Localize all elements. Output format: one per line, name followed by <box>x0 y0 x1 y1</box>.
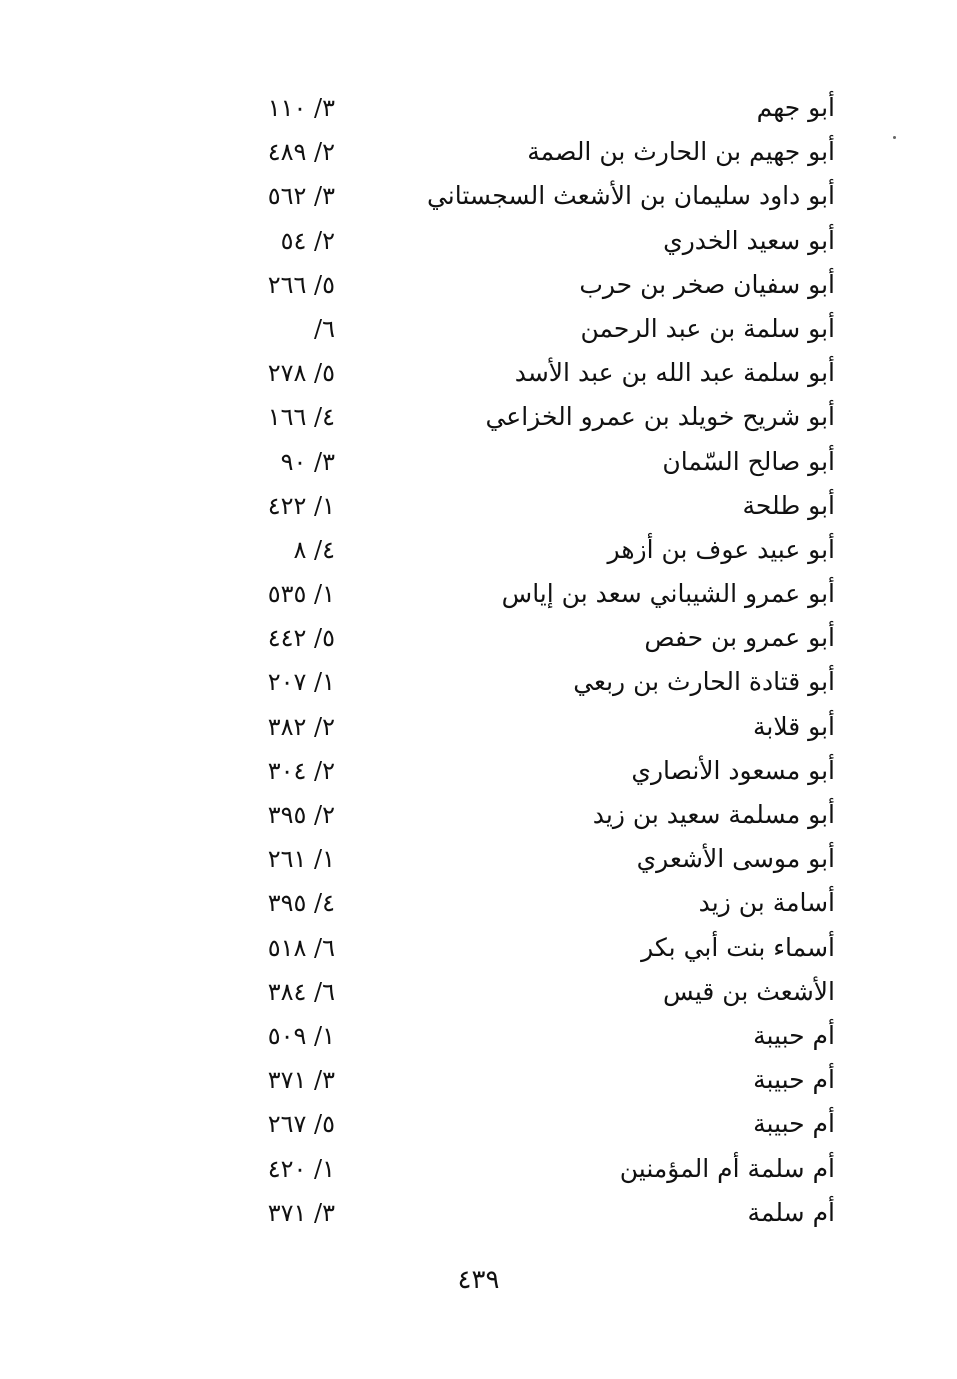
entry-reference: ١/ ٢٠٧ <box>267 668 335 697</box>
entry-reference: ٦/ ٣٨٤ <box>267 977 335 1006</box>
index-entry <box>0 265 957 309</box>
index-entry <box>0 972 957 1016</box>
scan-speck <box>893 136 896 139</box>
page-number: ٤٣٩ <box>457 1265 500 1295</box>
entry-reference: ٣/ ٩٠ <box>280 447 335 476</box>
entry-reference: ٥/ ٢٦٧ <box>267 1110 335 1139</box>
entry-reference: ١/ ٥٠٩ <box>267 1021 335 1050</box>
entry-name: أم سلمة أم المؤمنين <box>619 1153 835 1183</box>
entry-name: أم حبيبة <box>753 1020 835 1050</box>
index-entry <box>0 883 957 927</box>
entry-reference: ٣/ ٣٧١ <box>267 1066 335 1095</box>
entry-name: أبو عبيد عوف بن أزهر <box>607 534 835 564</box>
entry-reference: ١/ ٤٢٢ <box>267 491 335 520</box>
entry-name: أم حبيبة <box>753 1065 835 1095</box>
entry-reference: ٣/ ١١٠ <box>267 94 335 122</box>
index-entry <box>0 176 957 220</box>
index-entry <box>0 618 957 662</box>
entry-name: أبو داود سليمان بن الأشعث السجستاني <box>426 181 835 211</box>
index-entry <box>0 132 957 176</box>
entry-name: أبو سلمة عبد الله بن عبد الأسد <box>514 358 835 388</box>
entry-name: أبو سعيد الخدري <box>663 225 835 255</box>
entry-name: أبو قتادة الحارث بن ربعي <box>573 667 835 697</box>
index-entry <box>0 928 957 972</box>
index-entry <box>0 662 957 706</box>
index-entry <box>0 1104 957 1148</box>
entry-name: أبو سفيان صخر بن حرب <box>579 269 835 299</box>
entry-name: أبو قلابة <box>753 711 835 741</box>
name-index-list <box>0 88 957 1237</box>
entry-reference: ٤/ ٣٩٥ <box>267 889 335 918</box>
entry-reference: ٥/ ٤٤٢ <box>267 624 335 653</box>
entry-reference: ٣/ ٥٦٢ <box>267 182 335 211</box>
entry-reference: ٤/ ١٦٦ <box>267 403 335 432</box>
entry-reference: ٢/ ٣٨٢ <box>267 712 335 741</box>
entry-name: أبو عمرو بن حفص <box>644 623 835 653</box>
index-entry <box>0 309 957 353</box>
entry-name: الأشعث بن قيس <box>662 976 835 1006</box>
entry-name: أبو جهم <box>756 93 835 122</box>
entry-name: أبو صالح السّمان <box>662 446 835 476</box>
entry-name: أبو سلمة بن عبد الرحمن <box>580 313 835 343</box>
index-entry <box>0 486 957 530</box>
index-entry <box>0 751 957 795</box>
entry-name: أسامة بن زيد <box>698 888 835 918</box>
index-entry <box>0 1193 957 1237</box>
entry-name: أبو مسلمة سعيد بن زيد <box>592 800 835 829</box>
entry-name: أبو شريح خويلد بن عمرو الخزاعي <box>485 402 835 432</box>
index-entry <box>0 397 957 441</box>
entry-reference: ٦/ ٥١٨ <box>267 933 335 962</box>
index-entry <box>0 88 957 132</box>
entry-reference: ٥/ ٢٦٦ <box>267 270 335 299</box>
entry-reference: ١/ ٥٣٥ <box>267 580 335 609</box>
entry-name: أبو جهيم بن الحارث بن الصمة <box>527 137 835 167</box>
entry-reference: ١/ ٢٦١ <box>267 845 335 874</box>
index-entry <box>0 1016 957 1060</box>
entry-reference: ٤/ ٨ <box>293 535 335 564</box>
entry-name: أم سلمة <box>747 1197 835 1227</box>
entry-name: أم حبيبة <box>753 1109 835 1139</box>
entry-reference: ٥/ ٢٧٨ <box>267 359 335 388</box>
index-entry <box>0 574 957 618</box>
entry-reference: ٦/ <box>314 314 335 343</box>
entry-name: أبو موسى الأشعري <box>636 844 835 874</box>
index-entry <box>0 530 957 574</box>
index-entry <box>0 795 957 839</box>
entry-reference: ٣/ ٣٧١ <box>267 1198 335 1227</box>
entry-name: أبو عمرو الشيباني سعد بن إياس <box>501 579 835 609</box>
entry-reference: ٢/ ٤٨٩ <box>267 138 335 167</box>
index-entry <box>0 1149 957 1193</box>
index-entry <box>0 1060 957 1104</box>
index-entry <box>0 707 957 751</box>
index-entry <box>0 442 957 486</box>
entry-reference: ٢/ ٣٩٥ <box>267 801 335 829</box>
entry-reference: ١/ ٤٢٠ <box>267 1154 335 1183</box>
entry-name: أبو طلحة <box>742 490 835 520</box>
entry-name: أبو مسعود الأنصاري <box>631 755 835 785</box>
index-entry <box>0 353 957 397</box>
index-entry <box>0 839 957 883</box>
entry-reference: ٢/ ٥٤ <box>280 226 335 255</box>
entry-reference: ٢/ ٣٠٤ <box>267 756 335 785</box>
entry-name: أسماء بنت أبي بكر <box>641 932 835 962</box>
index-entry <box>0 221 957 265</box>
